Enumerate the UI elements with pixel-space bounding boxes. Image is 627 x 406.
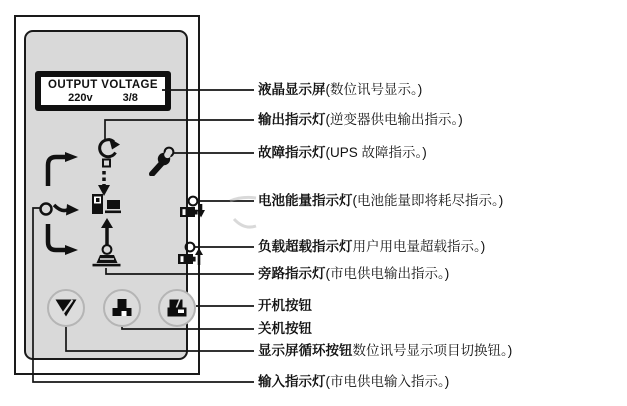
ac-input-arrow-icon — [40, 149, 82, 187]
label-input-led — [258, 372, 449, 392]
battery-low-led-icon — [178, 194, 206, 221]
bypass-flow-arrow-icon — [40, 223, 82, 259]
lcd-page-value: 3/8 — [122, 91, 138, 104]
label-term: 显示屏循环按钮 — [258, 343, 353, 358]
label-term: 关机按钮 — [258, 321, 312, 336]
display-cycle-button[interactable] — [47, 289, 85, 327]
battery-flow-arrow-icon — [100, 217, 114, 247]
label-power-on-button — [258, 296, 312, 316]
label-output-led — [258, 110, 463, 130]
label-desc: (市电供电输出指示。) — [325, 266, 450, 281]
lcd-screen — [41, 77, 165, 105]
overload-led-icon — [176, 240, 204, 267]
label-term: 旁路指示灯 — [258, 266, 326, 281]
label-term: 负载超载指示灯 — [258, 239, 353, 254]
triangle-down-icon — [54, 298, 78, 318]
label-desc: (电池能量即将耗尽指示。) — [352, 193, 504, 208]
label-term: 液晶显示屏 — [258, 82, 326, 97]
label-desc: (UPS 故障指示。) — [325, 145, 427, 160]
label-desc: (市电供电输入指示。) — [325, 374, 450, 389]
lcd-voltage-value: 220v — [68, 91, 93, 104]
label-desc: (逆变器供电输出指示。) — [325, 112, 463, 127]
label-term: 输入指示灯 — [258, 374, 326, 389]
power-off-button[interactable] — [103, 289, 141, 327]
label-cycle-button — [258, 341, 512, 361]
lcd-title: OUTPUT VOLTAGE — [48, 78, 158, 91]
label-battery-led — [258, 191, 503, 211]
label-term: 故障指示灯 — [258, 145, 326, 160]
label-term: 开机按钮 — [258, 298, 312, 313]
lcd-values — [41, 92, 165, 104]
power-off-icon — [111, 299, 133, 317]
load-icon — [90, 193, 122, 216]
label-overload-led — [258, 237, 485, 257]
label-power-off-button — [258, 319, 312, 339]
label-term: 电池能量指示灯 — [258, 193, 353, 208]
bypass-led-icon — [88, 244, 124, 270]
label-lcd-display — [258, 80, 422, 100]
input-led-icon — [36, 197, 84, 223]
label-desc: (数位讯号显示。) — [325, 82, 423, 97]
fault-led-wrench-icon — [148, 142, 178, 176]
label-desc: 数位讯号显示项目切换钮。) — [352, 343, 513, 358]
label-bypass-led — [258, 264, 449, 284]
label-desc: 用户用电量超载指示。) — [352, 239, 486, 254]
power-on-button[interactable] — [158, 289, 196, 327]
lcd-display — [35, 71, 171, 111]
label-term: 输出指示灯 — [258, 112, 326, 127]
power-on-icon — [166, 299, 188, 317]
label-fault-led — [258, 143, 427, 163]
output-led-icon — [93, 138, 121, 168]
